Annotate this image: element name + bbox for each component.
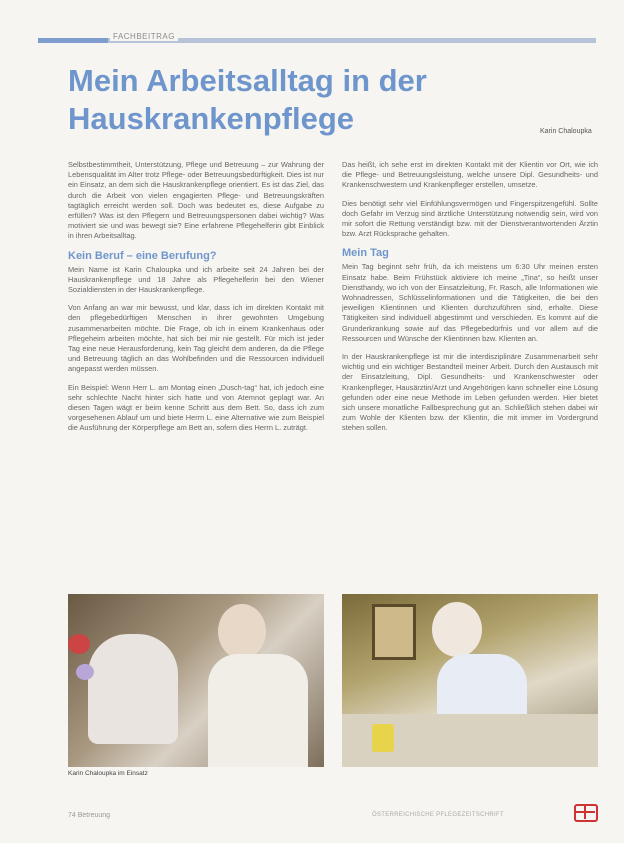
publisher-logo-icon — [574, 804, 598, 822]
article-author: Karin Chaloupka — [540, 128, 592, 135]
caregiver-head — [218, 604, 266, 659]
heart-decoration — [68, 634, 90, 654]
text-column-right — [342, 160, 598, 580]
paragraph: Ein Beispiel: Wenn Herr L. am Montag einen „Dusch-tag“ hat, ich jedoch eine sehr schlechte Nacht hinter sich hatte und von Atemnot geplagt war. An diesen Tagen wägt er beim kenne Schritt aus dem Bett. So, dass ich zum vorgesehenen Ablauf um und biete Herrn L. eine Alternative wie zum Beispiel die Ausführung der Körperpflege am Bett an, sofern dies Herrn L. zuträgt. — [68, 382, 324, 433]
photo-caregiver-with-patient — [68, 594, 324, 767]
caregiver-head — [432, 602, 482, 657]
photo-caption: Karin Chaloupka im Einsatz — [68, 770, 148, 777]
caregiver-figure — [208, 654, 308, 767]
intro-paragraph: Selbstbestimmtheit, Unterstützung, Pflege und Betreuung – zur Wahrung der Lebensqualität im Alter trotz Pflege- oder Betreuungsbedürftigkeit. Dies ist nur ein Einsatz, an dem sich die Hauskrankenpflege orientiert. Es ist das Ziel, das durch die Arbeit von vielen engagierten Pflege- und Betreuungskräften tagtäglich erreicht werden soll. Doch was bedeutet es, diese Aufgabe zu erfüllen? Was ist den Pflegern und Betreuungspersonen dabei wichtig? Was motiviert sie und was bewegt sie? Eine erfahrene Pflegehelferin gibt Einblick in ihren Arbeitsalltag. — [68, 160, 324, 241]
footer-publication: ÖSTERREICHISCHE PFLEGEZEITSCHRIFT — [372, 812, 504, 818]
article-title: Mein Arbeitsalltag in der Hauskrankenpflege — [68, 63, 427, 136]
paragraph: In der Hauskrankenpflege ist mir die interdisziplinäre Zusammenarbeit sehr wichtig und ein wichtiger Bestandteil meiner Arbeit. Durch den Austausch mit der Einsatzleitung, Dipl. Gesundheits- und Krankenschwester oder Krankenpfleger, Hausärztin/Arzt und Angehörigen kann schneller eine Lösung gefunden oder eine neue Methode im Leben gefunden werden. Hier bietet sich unsere monatliche Fallbesprechung gut an. Schließlich stehen dabei wir zum Wohle der Klienten bzw. der Klientin, die mit immer im Vordergrund stehen sollen. — [342, 352, 598, 433]
patient-figure — [88, 634, 178, 744]
paragraph: Mein Tag beginnt sehr früh, da ich meistens um 6:30 Uhr meinen ersten Einsatz habe. Beim Frühstück aktiviere ich meine „Tina“, so heißt unser Diensthandy, wo ich von der Einsatzleitung, Fr. Rasch, alle Informationen wie Wohnadressen, Schlüsselinformationen und die Tätigkeiten, die bei den jeweiligen Klientinnen und Klienten durchzuführen sind, erhalte. Diese Tätigkeiten sind individuell abgestimmt und verschieden. Es kommt auf die Grunderkrankung sowie auf das Pflegebedürfnis und vor allem auf die Ressourcen und Wünsche der Klientinnen bzw. Klienten an. — [342, 262, 598, 343]
paragraph: Dies benötigt sehr viel Einfühlungsvermögen und Fingerspitzengefühl. Sollte doch Gefahr im Verzug sind ärztliche Unterstützung notwendig sein, wird von mir sofort die Rettung verständigt bzw. mit der Dienstverantwortenden Ärztin bzw. Arzt Rücksprache gehalten. — [342, 198, 598, 239]
page-number: 74 Betreuung — [68, 812, 111, 819]
section-label: FACHBEITRAG — [110, 32, 178, 41]
paragraph: Von Anfang an war mir bewusst, und klar, dass ich im direkten Kontakt mit den pflegebedürftigen Menschen in ihrer gewohnten Umgebung zusammenarbeiten möchte. Die Frage, ob ich in einem Krankenhaus oder Pflegeheim arbeiten möchte, hat sich bei mir nie gestellt. Für mich ist jeder Tag eine neue Herausforderung, kein Tag gleicht dem anderen, da die Pflege und Betreuung täglich an das Wohlbefinden und die Ressourcen individuell angepasst werden müssen. — [68, 303, 324, 374]
heart-decoration — [76, 664, 94, 680]
yellow-container — [372, 724, 394, 752]
photo-caregiver-kitchen — [342, 594, 598, 767]
section-heading-calling: Kein Beruf – eine Berufung? — [68, 249, 217, 262]
wall-picture — [372, 604, 416, 660]
section-heading-my-day: Mein Tag — [342, 247, 389, 260]
paragraph: Das heißt, ich sehe erst im direkten Kontakt mit der Klientin vor Ort, wie ich die Pflege- und Betreuungsleistung, welche unsere Dipl. Gesundheits- und Krankenschwestern und Krankenpfleger erstellen, umsetze. — [342, 160, 598, 190]
paragraph: Mein Name ist Karin Chaloupka und ich arbeite seit 24 Jahren bei der Hauskrankenpflege und 18 Jahre als Pflegehelferin bei den Wiener Sozialdiensten in der Hauskrankenpflege. — [68, 264, 324, 295]
header-rule-accent — [38, 38, 108, 43]
text-column-left — [68, 160, 324, 580]
